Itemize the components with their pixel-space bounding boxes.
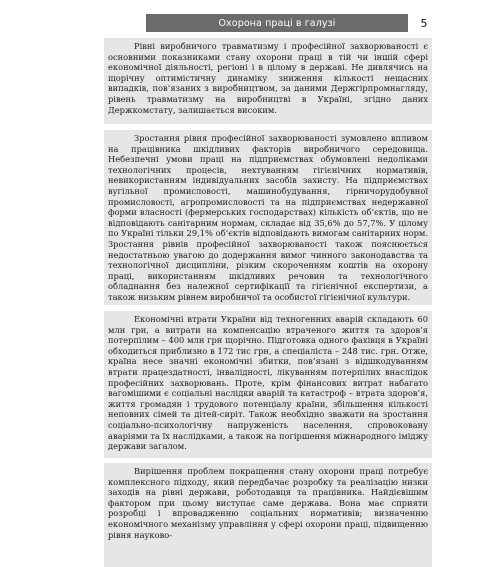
paragraph-block [104,38,432,124]
page-body [104,38,432,567]
running-header [146,14,408,32]
paragraph-economic-losses: Економічні втрати України від техногенних аварій складають 60 млн грн, а витрати на компенсацію втраченого життя та здоров’я потерпілим – 400 млн грн щорічно. Підготовка одного фахівця в Україні обходиться приблизно в 172 тис грн, а спеціаліста – 248 тис. грн. Отже, країна несе значні економічні збитки, пов’язані з відшкодуванням втрати працездатності, інвалідності, лікуванням потерпілих внаслідок професійних захворювань. Проте, крім фінансових витрат набагато вагомішими є соціальні наслідки аварій та катастроф – втрата здоров’я, життя громадян і трудового потенціалу країни, збільшення кількості неповних сімей та дітей-сиріт. Також необхідно зважати на зростання соціально-психологічну напруженість населення, спровоковану аваріями та їх наслідками, а також на погіршення міжнародного іміджу держави загалом. [108,314,428,452]
page-number: 5 [420,16,428,30]
paragraph-block [104,463,432,567]
paragraph-state-role: Вирішення проблем покращення стану охорони праці потребує комплексного підходу, який передбачає розробку та реалізацію низки заходів на рівні держави, роботодавця та працівника. Найдієвішим фактором при цьому виступає саме держава. Вона має сприяти розробці і впровадженню соціальних нормативів; визначенню економічного механізму управління у сфері охорони праці, підвищенню рівня науково- [108,466,428,540]
paragraph-block [104,130,432,305]
paragraph-block [104,311,432,458]
paragraph-occupational-disease: Зростання рівня професійної захворюваності зумовлено впливом на працівника шкідливих факторів виробничого середовища. Небезпечні умови праці на підприємствах обумовлені недоліками технологічних процесів, нехтуванням гігієнічних нормативів, невикористанням індивідуальних засобів захисту. На підприємствах вугільної промисловості, машинобудування, гірничорудобувної промисловості, агропромисловості та на підприємствах недержавної форми власності (фермерських господарствах) кількість об’єктів, що не відповідають санітарним нормам, складає від 35,6% до 57,7%. У цілому по Україні тільки 29,1% об’єктів відповідають вимогам санітарних норм. Зростання рівнів професійної захворюваності також пояснюється недостатньою увагою до додержання вимог чинного законодавства та технологічної дисципліни, різким скороченням коштів на охорону праці, використанням шкідливих речовин та технологічного обладнання без належної сертифікації та гігієнічної експертизи, а також низьким рівнем виробничої та особистої гігієнічної культури. [108,133,428,302]
running-title: Охорона праці в галузі [218,17,336,29]
paragraph-injury-rates: Рівні виробничого травматизму і професійної захворюваності є основними показниками стану охорони праці в тій чи іншій сфері економічної діяльності, регіоні і в цілому в державі. Не дивлячись на щорічну оптимістичну динаміку зниження кількості нещасних випадків, пов’язаних з виробництвом, за даними Держгірпромнагляду, рівень травматизму на виробництві в Україні, згідно даних Держкомстату, залишається високим. [108,41,428,115]
